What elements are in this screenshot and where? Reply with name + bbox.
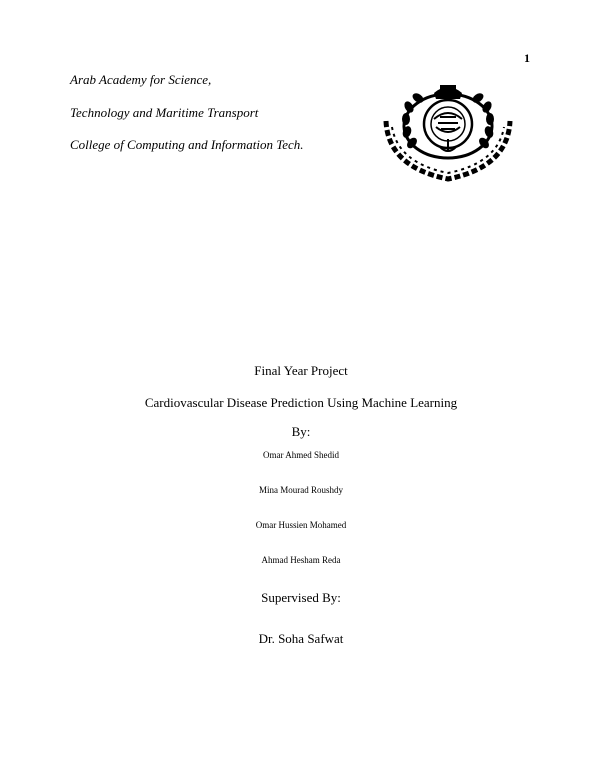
institution-line-academy: Arab Academy for Science, <box>70 72 212 87</box>
supervisor-name: Dr. Soha Safwat <box>258 631 344 646</box>
by-label: By: <box>291 424 311 439</box>
institution-line-college: College of Computing and Information Tech. <box>70 137 304 152</box>
project-title: Cardiovascular Disease Prediction Using Machine Learning <box>144 395 458 410</box>
academy-emblem-icon <box>378 79 518 184</box>
project-label: Final Year Project <box>254 363 348 378</box>
author-name: Omar Ahmed Shedid <box>263 450 339 460</box>
author-name: Omar Hussien Mohamed <box>255 520 347 530</box>
author-name: Ahmad Hesham Reda <box>261 555 341 565</box>
supervised-by-label: Supervised By: <box>261 590 341 605</box>
page-number: 1 <box>524 51 530 65</box>
author-name: Mina Mourad Roushdy <box>259 485 343 495</box>
institution-line-technology: Technology and Maritime Transport <box>70 105 259 120</box>
